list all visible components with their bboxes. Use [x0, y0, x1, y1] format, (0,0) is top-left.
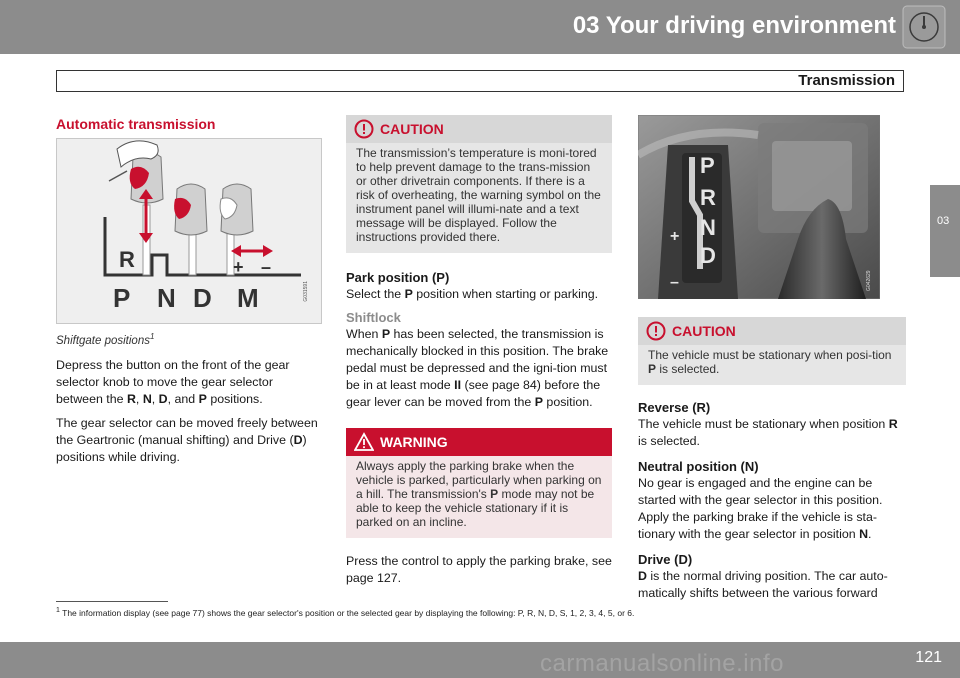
caution-box-temperature: [346, 115, 612, 253]
caution-text: The vehicle must be stationary when posi-tion P is selected.: [648, 348, 892, 376]
footnote-number: 1: [56, 607, 60, 614]
photo-label-r: R: [700, 185, 716, 210]
speedometer-icon: [902, 5, 946, 49]
shiftgate-figure: [56, 138, 322, 324]
gate-plus: +: [233, 257, 244, 277]
drive-heading: Drive (D): [638, 552, 693, 567]
parking-brake-paragraph: Press the control to apply the parking brake, see page 127.: [346, 554, 612, 585]
warning-title: WARNING: [380, 434, 448, 450]
photo-plus: +: [670, 228, 680, 245]
footnote: [56, 607, 634, 618]
exclamation-circle-icon: [646, 321, 666, 341]
park-position-text: Select the P position when starting or parking.: [346, 287, 599, 301]
exclamation-circle-icon: [354, 119, 374, 139]
label-d: D: [193, 283, 212, 313]
column-left: [56, 115, 322, 466]
gear-selector-paragraph: Depress the button on the front of the gear selector knob to move the gear selector between the R, N, D, and P positions.: [56, 357, 290, 406]
caution-box-stationary: [638, 317, 906, 385]
section-title: Transmission: [798, 72, 895, 89]
photo-minus: –: [670, 274, 679, 291]
warning-triangle-icon: [354, 432, 374, 452]
warning-box-parking-brake: [346, 428, 612, 538]
footnote-divider: [56, 601, 168, 602]
automatic-transmission-heading: Automatic transmission: [56, 116, 216, 132]
column-right: [638, 115, 906, 602]
neutral-heading: Neutral position (N): [638, 459, 759, 474]
figure-caption: [56, 328, 322, 350]
watermark-text: carmanualsonline.info: [540, 650, 784, 677]
page-number: 121: [915, 649, 942, 666]
chapter-title: 03 Your driving environment: [572, 12, 896, 39]
chapter-side-tab: [930, 185, 960, 277]
chapter-header-bar: [0, 0, 960, 54]
figure-code: G031591: [303, 281, 309, 302]
gate-letter-r: R: [119, 247, 135, 272]
reverse-text: The vehicle must be stationary when position R is selected.: [638, 417, 898, 448]
gear-selector-photo: [638, 115, 880, 299]
caution-text: The transmission’s temperature is moni-tored to help prevent damage to the trans-mission or other drivetrain components. If there is a risk of overheating, the warning symbol on the instrument panel will illumi-nate and a text message will be displayed. Follow the instructions provided there.: [356, 146, 601, 244]
photo-code: G042629: [866, 270, 872, 291]
warning-text: Always apply the parking brake when the vehicle is parked, particularly when parking on a hill. The transmission's P mode may not be able to keep the vehicle stationary if it is parked on an incline.: [356, 459, 602, 529]
photo-label-n: N: [700, 215, 716, 240]
section-header: [56, 70, 904, 92]
caption-footnote-ref: 1: [149, 332, 155, 341]
gear-selector-picture: [638, 115, 880, 299]
shiftgate-illustration: [57, 139, 321, 323]
drive-text: D is the normal driving position. The car auto-matically shifts between the various forward: [638, 569, 888, 600]
geartronic-paragraph: The gear selector can be moved freely between the Geartronic (manual shifting) and Drive (D) positions while driving.: [56, 415, 318, 464]
caution-title: CAUTION: [380, 121, 444, 137]
reverse-heading: Reverse (R): [638, 400, 711, 415]
shiftlock-heading: Shiftlock: [346, 310, 401, 325]
neutral-text: No gear is engaged and the engine can be started with the gear selector in this position. Apply the parking brake if the vehicle is sta-tionary with the gear selector in position N.: [638, 476, 883, 541]
caution-title: CAUTION: [672, 323, 736, 339]
side-tab-label: 03: [937, 215, 950, 227]
caption-text: Shiftgate positions: [56, 334, 150, 347]
label-m: M: [237, 283, 259, 313]
label-n: N: [157, 283, 176, 313]
footnote-text: The information display (see page 77) shows the gear selector's position or the selected gear by displaying the following: P, R, N, D, S, 1, 2, 3, 4, 5, or 6.: [62, 607, 635, 618]
page-footer-bar: [0, 642, 960, 678]
photo-label-d: D: [700, 243, 716, 268]
column-middle: [346, 115, 612, 587]
gate-minus: –: [261, 257, 272, 277]
label-p: P: [113, 283, 131, 313]
park-position-heading: Park position (P): [346, 270, 450, 285]
photo-label-p: P: [700, 153, 715, 178]
shiftlock-text: When P has been selected, the transmission is mechanically blocked in this position. The brake pedal must be depressed and the igni-tion must be in at least mode II (see page 84) before the gear lever can be moved from the P position.: [346, 327, 609, 409]
